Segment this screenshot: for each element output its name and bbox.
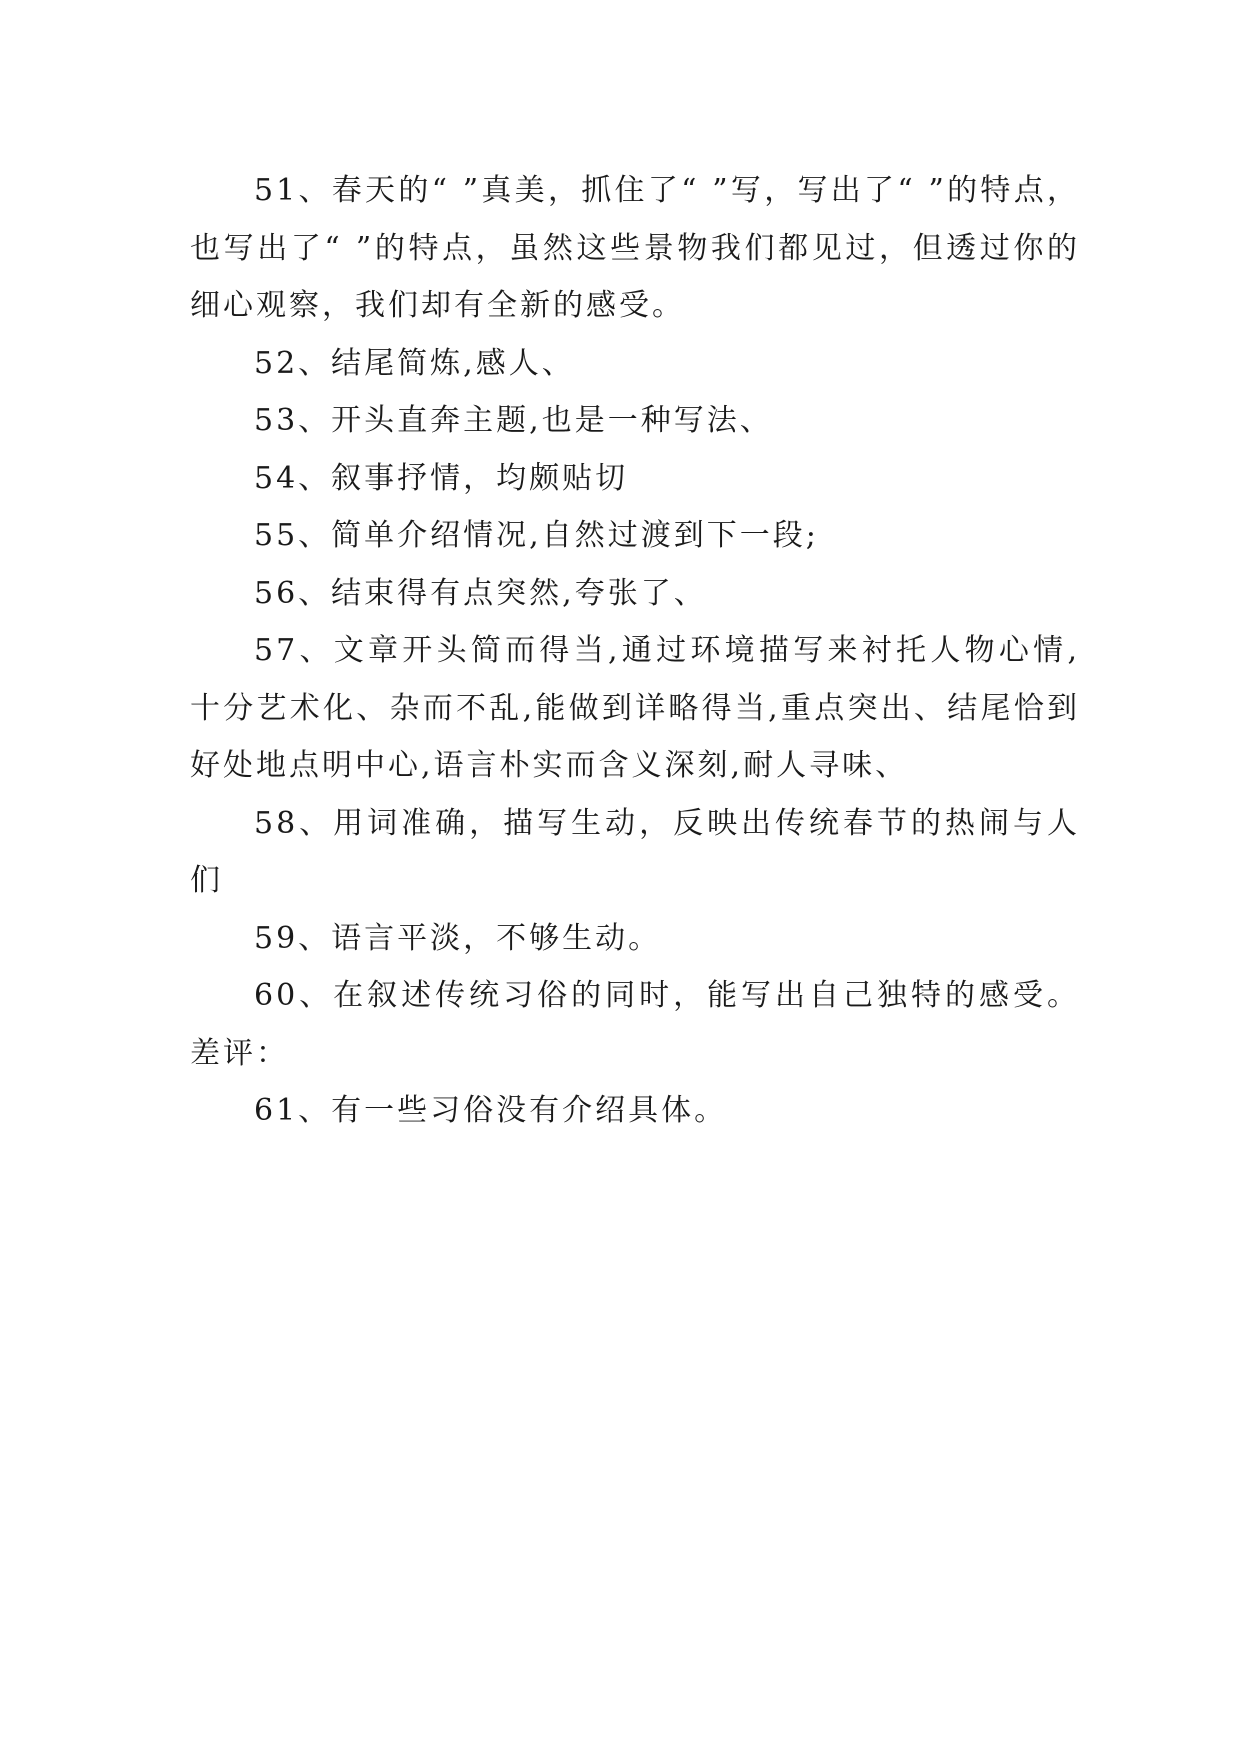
document-body bbox=[190, 162, 1080, 1140]
paragraph-61: 61、有一些习俗没有介绍具体。 bbox=[254, 1093, 728, 1128]
paragraph-57: 57、文章开头简而得当,通过环境描写来衬托人物心情,十分艺术化、杂而不乱,能做到详略得当,重点突出、结尾恰到好处地点明中心,语言朴实而含义深刻,耐人寻味、 bbox=[190, 633, 1080, 783]
paragraph-55: 55、简单介绍情况,自然过渡到下一段; bbox=[254, 518, 819, 553]
paragraph-53: 53、开头直奔主题,也是一种写法、 bbox=[254, 403, 773, 438]
paragraph-59: 59、语言平淡，不够生动。 bbox=[254, 920, 662, 956]
paragraph-52: 52、结尾简炼,感人、 bbox=[254, 345, 575, 381]
paragraph-56: 56、结束得有点突然,夸张了、 bbox=[254, 575, 707, 611]
paragraph-60: 60、在叙述传统习俗的同时，能写出自己独特的感受。差评： bbox=[190, 978, 1080, 1071]
paragraph-51: 51、春天的“ ”真美，抓住了“ ”写，写出了“ ”的特点，也写出了“ ”的特点，虽然这些景物我们都见过，但透过你的细心观察，我们却有全新的感受。 bbox=[190, 173, 1080, 323]
paragraph-58: 58、用词准确，描写生动，反映出传统春节的热闹与人们 bbox=[190, 805, 1080, 898]
paragraph-54: 54、叙事抒情，均颇贴切 bbox=[254, 460, 629, 496]
